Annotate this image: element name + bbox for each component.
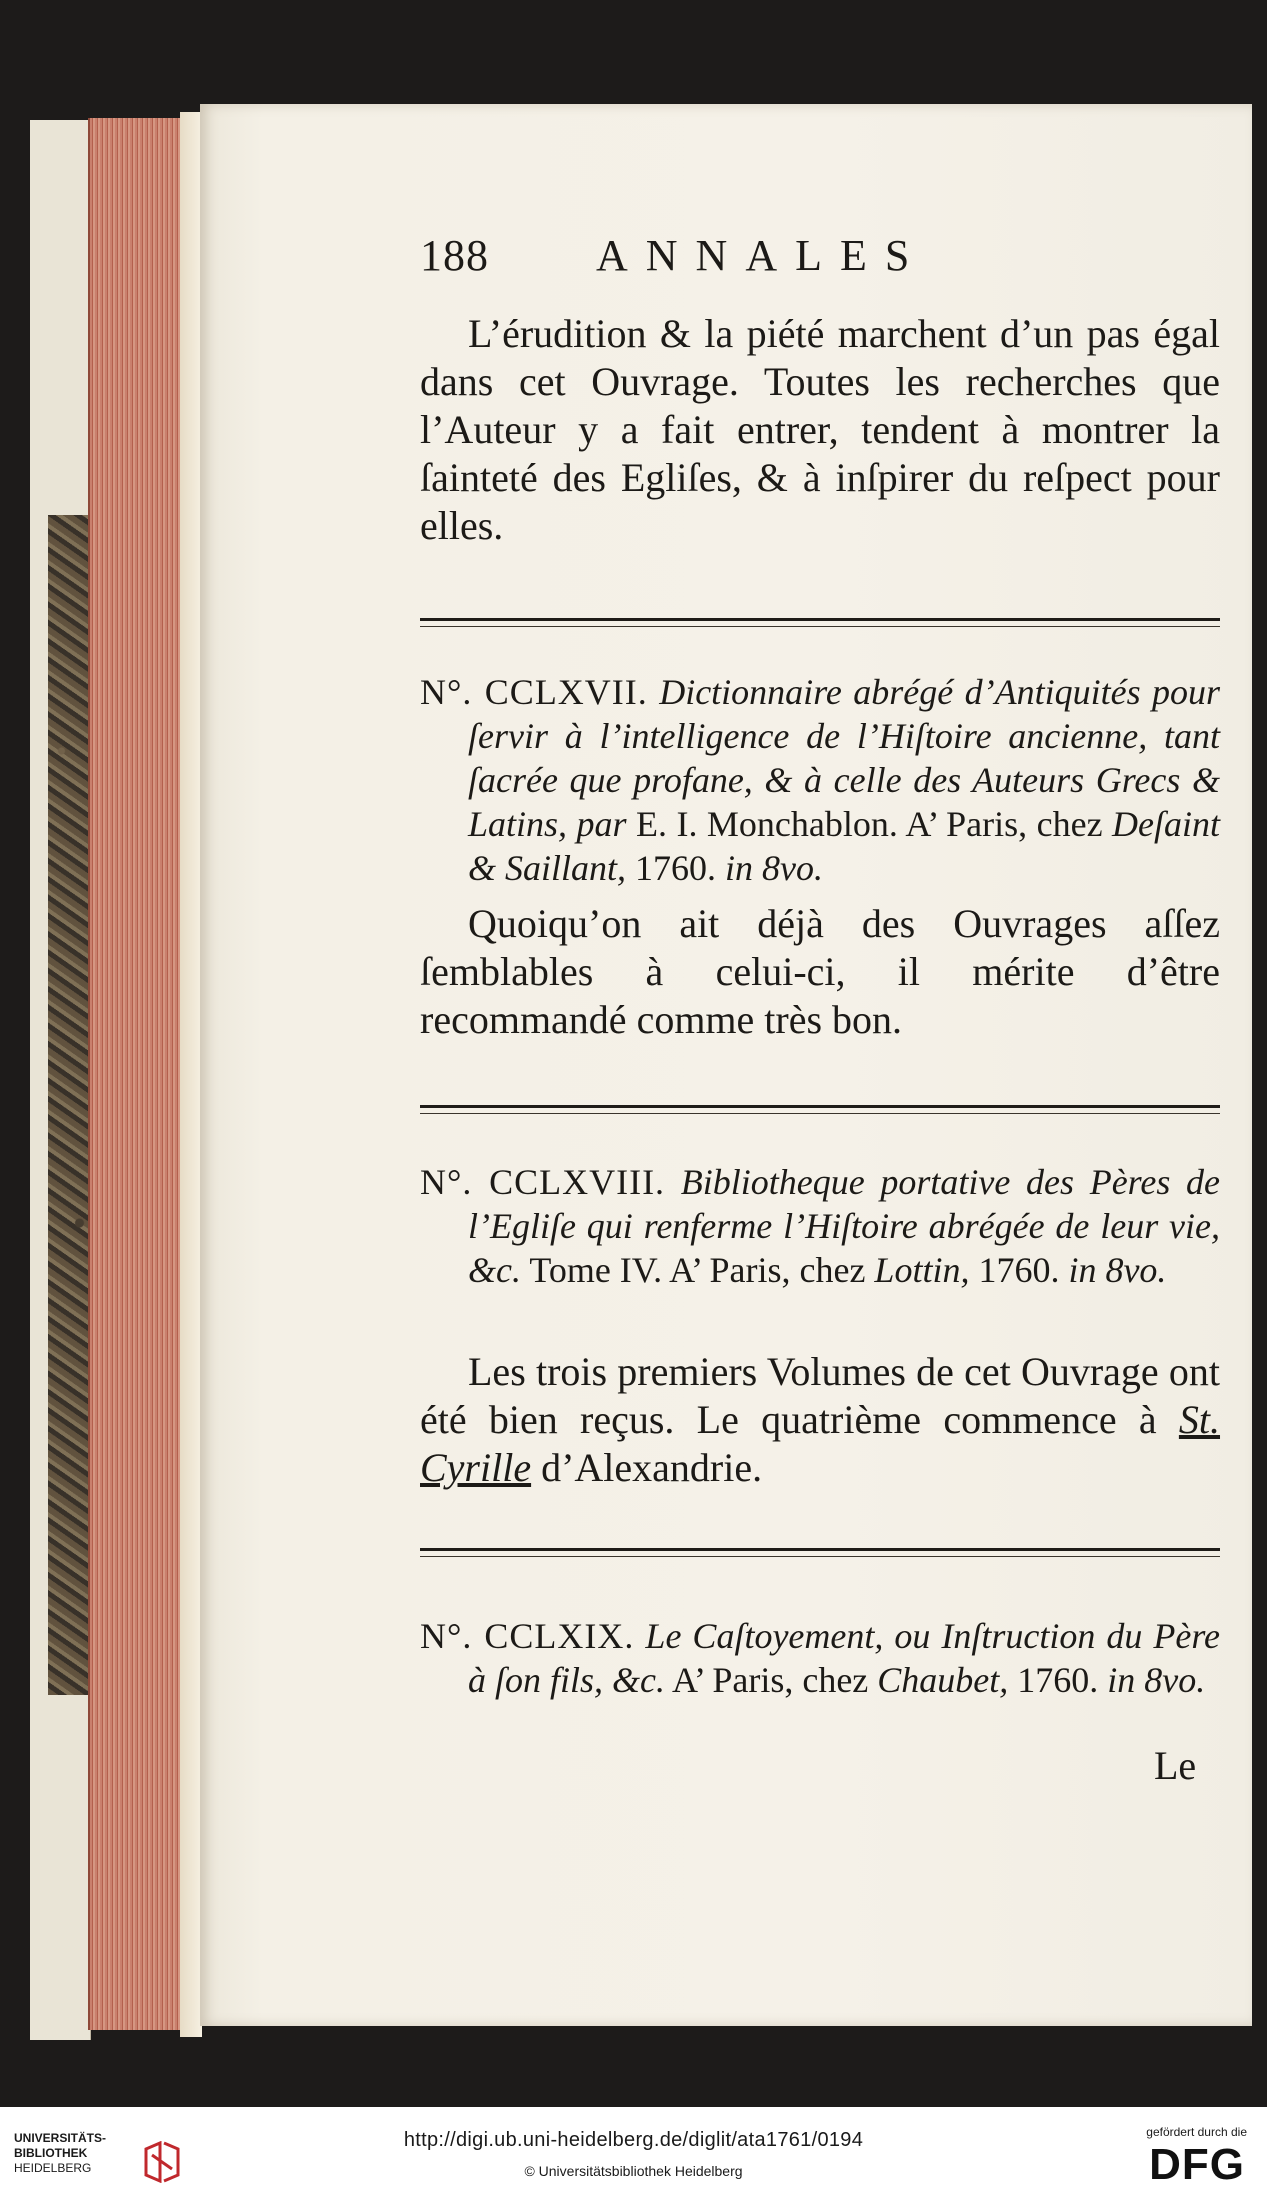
review-text-italic: St. Cyrille bbox=[420, 1397, 1221, 1490]
entry-cclxviii bbox=[420, 1160, 1220, 1292]
funder-caption: gefördert durch die bbox=[1146, 2125, 1247, 2139]
section-rule bbox=[420, 618, 1220, 621]
library-name-line2: BIBLIOTHEK bbox=[14, 2146, 88, 2160]
entry-citation bbox=[420, 670, 1220, 890]
page-number: 188 bbox=[420, 231, 489, 280]
entry-year: 1760. bbox=[978, 1250, 1060, 1290]
entry-publisher: Deſaint & Saillant, bbox=[468, 804, 1221, 888]
permalink-url[interactable]: http://digi.ub.uni-heidelberg.de/diglit/ata1761/0194 bbox=[403, 2129, 864, 2151]
entry-author: E. I. Monchablon. bbox=[636, 804, 898, 844]
entry-cclxvii-review bbox=[420, 900, 1220, 1044]
section-rule bbox=[420, 1105, 1220, 1108]
entry-publisher: Chaubet, bbox=[877, 1660, 1009, 1700]
entry-title: Bibliotheque portative des Pères de l’Egliſe qui renferme l’Hiſtoire abrégée de leur vie, &c. bbox=[468, 1162, 1221, 1290]
entry-number: N°. CCLXIX. bbox=[420, 1616, 635, 1656]
entry-year: 1760. bbox=[1017, 1660, 1099, 1700]
intro-paragraph bbox=[420, 310, 1220, 550]
marbled-cover bbox=[48, 515, 93, 1695]
library-name-line3: HEIDELBERG bbox=[14, 2161, 92, 2175]
entry-format: in 8vo. bbox=[725, 848, 823, 888]
footer-bar bbox=[0, 2107, 1267, 2203]
entry-cclxviii-review bbox=[420, 1348, 1220, 1492]
section-rule bbox=[420, 1548, 1220, 1551]
review-text bbox=[420, 1348, 1220, 1492]
catchword: Le bbox=[1154, 1743, 1197, 1788]
entry-volume: Tome IV. A’ Paris, chez bbox=[529, 1250, 866, 1290]
page-header bbox=[420, 230, 1220, 286]
entry-by: par bbox=[576, 804, 627, 844]
entry-place: A’ Paris, chez bbox=[905, 804, 1103, 844]
entry-citation bbox=[420, 1160, 1220, 1292]
running-head: ANNALES bbox=[596, 231, 928, 280]
review-text: Quoiqu’on ait déjà des Ouvrages aſſez ſemblables à celui-ci, il mérite d’être recommandé comme très bon. bbox=[420, 901, 1220, 1042]
copyright-notice: © Universitätsbibliothek Heidelberg bbox=[524, 2163, 743, 2179]
dfg-logo[interactable]: DFG bbox=[1149, 2140, 1245, 2189]
entry-number: N°. CCLXVII. bbox=[420, 672, 648, 712]
entry-cclxvii bbox=[420, 670, 1220, 890]
entry-title: Le Caſtoyement, ou Inſtruction du Père à ſon fils, &c. bbox=[468, 1616, 1221, 1700]
review-text-start: Les trois premiers Volumes de cet Ouvrage ont été bien reçus. Le quatrième commence à bbox=[420, 1349, 1220, 1442]
entry-format: in 8vo. bbox=[1107, 1660, 1206, 1700]
intro-text: L’érudition & la piété marchent d’un pas égal dans cet Ouvrage. Toutes les recherches que l’Auteur y a fait entrer, tendent à montrer la ſainteté des Egliſes, & à inſpirer du reſpect pour elles. bbox=[420, 311, 1220, 548]
section-rule-thin bbox=[420, 626, 1220, 627]
section-rule-thin bbox=[420, 1556, 1220, 1557]
entry-place: A’ Paris, chez bbox=[672, 1660, 869, 1700]
entry-cclxix bbox=[420, 1614, 1220, 1702]
page-gutter bbox=[180, 112, 202, 2037]
entry-format: in 8vo. bbox=[1068, 1250, 1167, 1290]
section-rule-thin bbox=[420, 1113, 1220, 1114]
entry-number: N°. CCLXVIII. bbox=[420, 1162, 666, 1202]
library-name-line1: UNIVERSITÄTS- bbox=[14, 2131, 107, 2145]
entry-title: Dictionnaire abrégé d’Antiquités pour ſervir à l’intelligence de l’Hiſtoire ancienne, tant ſacrée que profane, & à celle des Auteurs Grecs & Latins, bbox=[468, 672, 1221, 844]
review-text-end: d’Alexandrie. bbox=[541, 1445, 763, 1490]
entry-citation bbox=[420, 1614, 1220, 1702]
entry-publisher: Lottin, bbox=[874, 1250, 970, 1290]
entry-year: 1760. bbox=[635, 848, 717, 888]
